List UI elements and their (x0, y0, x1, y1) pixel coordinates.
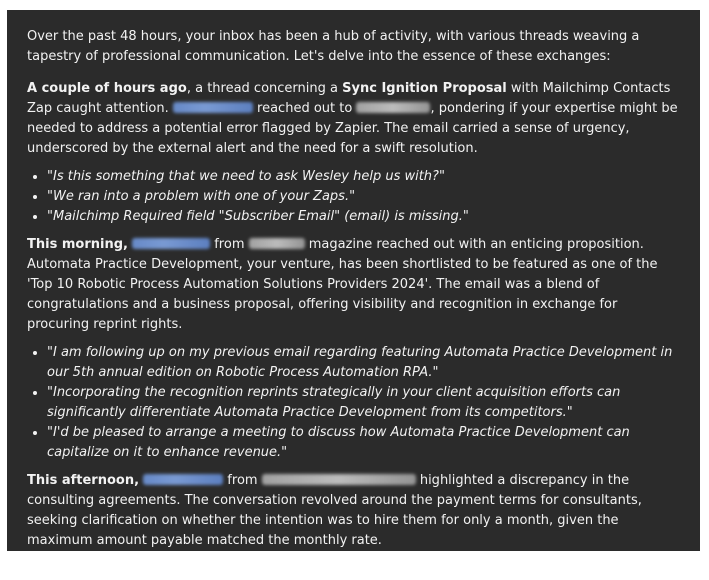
redacted-sender-name[interactable] (143, 474, 223, 485)
quote-list (27, 167, 680, 227)
quote-item: • "Mailchimp Required field "Subscriber Email" (email) is missing." (47, 207, 680, 227)
quote-item: • "We ran into a problem with one of your Zaps." (47, 187, 680, 207)
time-label: This morning, (27, 237, 128, 252)
quote-item: • "I'd be pleased to arrange a meeting to discuss how Automata Practice Development can capitalize on it to enhance revenue." (47, 423, 680, 463)
redacted-sender-name[interactable] (132, 238, 210, 249)
quote-list (27, 343, 680, 463)
time-label: A couple of hours ago (27, 81, 187, 96)
email-subject: Sync Ignition Proposal (342, 81, 507, 96)
summary-text: from (210, 237, 249, 252)
summary-text: , a thread concerning a (186, 81, 343, 96)
summary-section-consulting (27, 471, 680, 551)
summary-intro: Over the past 48 hours, your inbox has been a hub of activity, with various threads weaving a tapestry of professional communication. Let's delve into the essence of these exchanges: (27, 29, 640, 64)
redacted-company-name (249, 238, 305, 249)
summary-section-sync-ignition (27, 79, 680, 159)
redacted-sender-name[interactable] (173, 102, 253, 113)
time-label: This afternoon, (27, 473, 140, 488)
redacted-company-name (262, 474, 416, 485)
quote-item: • "I am following up on my previous email regarding featuring Automata Practice Development in our 5th annual edition on Robotic Process Automation RPA." (47, 343, 680, 383)
summary-text: reached out to (252, 101, 357, 116)
summary-text: magazine reached out with an enticing proposition. Automata Practice Development, your venture, has been shortlisted to be featured as one of the 'Top 10 Robotic Process Automation Solutions Providers 2024'. The email was a blend of congratulations and a business proposal, offering visibility and recognition in exchange for procuring reprint rights. (27, 237, 658, 332)
summary-text: , pondering if your expertise might be needed to address a potential error flagged by Zapier. The email carried a sense of urgency, underscored by the external alert and the need for a swift resolution. (27, 101, 678, 156)
quote-item: • "Is this something that we need to ask Wesley help us with?" (47, 167, 680, 187)
redacted-recipient-name (356, 102, 430, 113)
summary-text: from (223, 473, 262, 488)
summary-text: with Mailchimp Contacts Zap caught attention. (27, 81, 671, 116)
summary-text: highlighted a discrepancy in the consulting agreements. The conversation revolved around the payment terms for consultants, seeking clarification on whether the intention was to hire them for only a month, given the maximum amount payable matched the monthly rate. (27, 473, 642, 548)
summary-section-magazine (27, 235, 680, 335)
quote-item: • "Incorporating the recognition reprints strategically in your client acquisition efforts can significantly differentiate Automata Practice Development from its competitors." (47, 383, 680, 423)
email-summary-panel (7, 10, 700, 551)
